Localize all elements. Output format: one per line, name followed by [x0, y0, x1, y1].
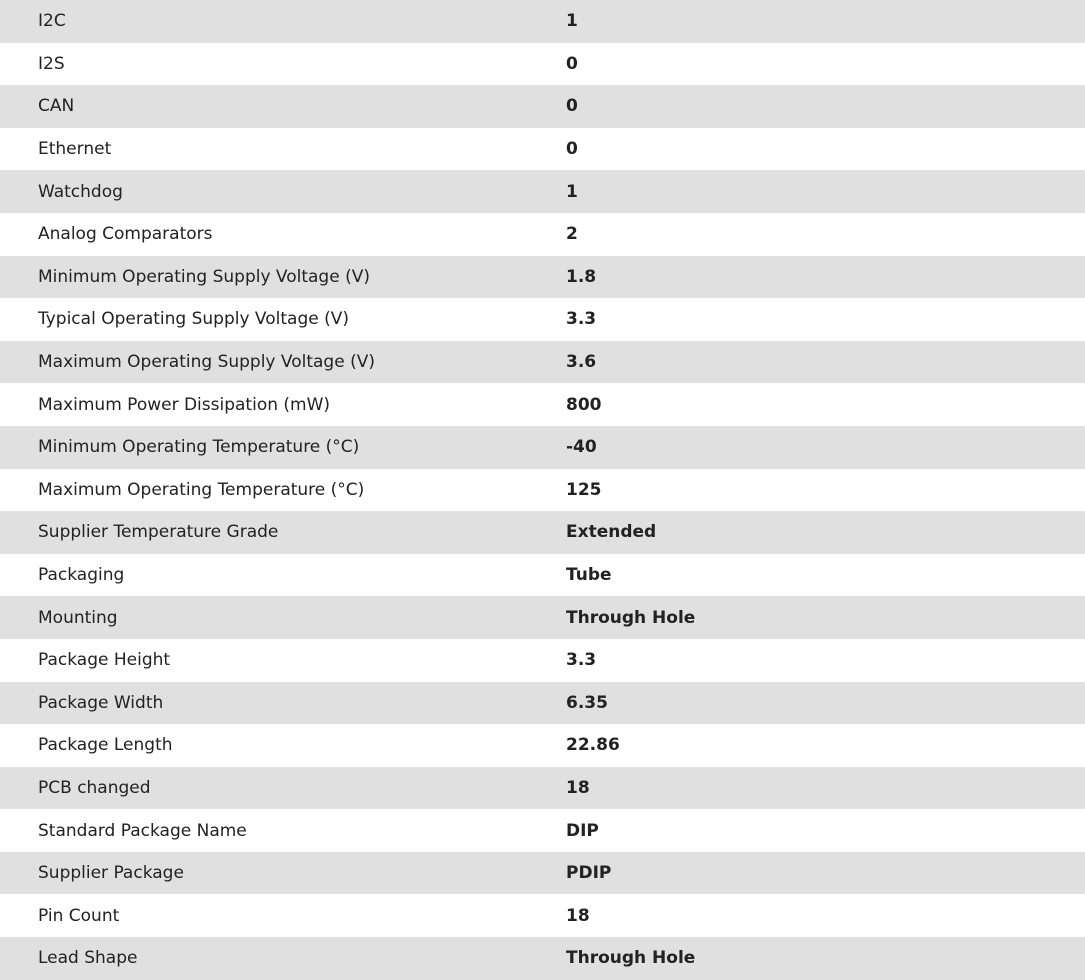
spec-label: Package Width	[38, 692, 164, 713]
spec-row-max-supply-voltage	[0, 341, 1085, 384]
spec-row-min-operating-temperature	[0, 426, 1085, 469]
spec-value: PDIP	[566, 863, 612, 884]
spec-label: I2C	[38, 11, 66, 32]
spec-row-min-supply-voltage	[0, 256, 1085, 299]
spec-value: -40	[566, 437, 597, 458]
spec-row-watchdog	[0, 170, 1085, 213]
spec-value: 2	[566, 224, 578, 245]
spec-label: CAN	[38, 96, 75, 117]
spec-label: Supplier Temperature Grade	[38, 522, 279, 543]
spec-value: 0	[566, 96, 578, 117]
spec-value: 6.35	[566, 692, 608, 713]
spec-label: Supplier Package	[38, 863, 184, 884]
spec-value: 22.86	[566, 735, 620, 756]
spec-value: 3.3	[566, 309, 597, 330]
spec-label: Maximum Operating Temperature (°C)	[38, 479, 365, 500]
spec-row-typical-supply-voltage	[0, 298, 1085, 341]
spec-value: Tube	[566, 565, 612, 586]
spec-row-mounting	[0, 596, 1085, 639]
spec-label: Lead Shape	[38, 948, 138, 969]
spec-label: Pin Count	[38, 905, 120, 926]
spec-row-standard-package-name	[0, 809, 1085, 852]
spec-row-package-width	[0, 682, 1085, 725]
spec-label: PCB changed	[38, 777, 151, 798]
spec-value: 1	[566, 11, 578, 32]
spec-value: 800	[566, 394, 602, 415]
spec-row-package-height	[0, 639, 1085, 682]
spec-label: Minimum Operating Supply Voltage (V)	[38, 266, 370, 287]
spec-row-max-power-dissipation	[0, 383, 1085, 426]
spec-value: 3.6	[566, 352, 597, 373]
spec-row-i2s	[0, 43, 1085, 86]
spec-label: Standard Package Name	[38, 820, 247, 841]
spec-value: Through Hole	[566, 607, 696, 628]
spec-row-supplier-temperature-grade	[0, 511, 1085, 554]
spec-label: I2S	[38, 53, 65, 74]
spec-value: 18	[566, 905, 590, 926]
spec-label: Maximum Operating Supply Voltage (V)	[38, 352, 375, 373]
spec-row-packaging	[0, 554, 1085, 597]
spec-value: 0	[566, 53, 578, 74]
spec-label: Package Length	[38, 735, 173, 756]
spec-label: Typical Operating Supply Voltage (V)	[38, 309, 349, 330]
spec-value: DIP	[566, 820, 599, 841]
spec-row-can	[0, 85, 1085, 128]
spec-value: 125	[566, 479, 602, 500]
spec-row-analog-comparators	[0, 213, 1085, 256]
spec-value: Through Hole	[566, 948, 696, 969]
spec-value: 1	[566, 181, 578, 202]
spec-row-pcb-changed	[0, 767, 1085, 810]
spec-row-lead-shape	[0, 937, 1085, 980]
spec-label: Packaging	[38, 565, 125, 586]
spec-label: Ethernet	[38, 139, 112, 160]
spec-row-i2c	[0, 0, 1085, 43]
spec-label: Watchdog	[38, 181, 123, 202]
spec-value: 3.3	[566, 650, 597, 671]
spec-row-supplier-package	[0, 852, 1085, 895]
spec-value: Extended	[566, 522, 657, 543]
spec-label: Package Height	[38, 650, 171, 671]
spec-row-max-operating-temperature	[0, 469, 1085, 512]
spec-row-ethernet	[0, 128, 1085, 171]
spec-label: Minimum Operating Temperature (°C)	[38, 437, 360, 458]
spec-label: Mounting	[38, 607, 118, 628]
spec-row-pin-count	[0, 894, 1085, 937]
spec-value: 1.8	[566, 266, 597, 287]
spec-label: Maximum Power Dissipation (mW)	[38, 394, 331, 415]
spec-label: Analog Comparators	[38, 224, 213, 245]
spec-value: 0	[566, 139, 578, 160]
spec-row-package-length	[0, 724, 1085, 767]
spec-value: 18	[566, 777, 590, 798]
